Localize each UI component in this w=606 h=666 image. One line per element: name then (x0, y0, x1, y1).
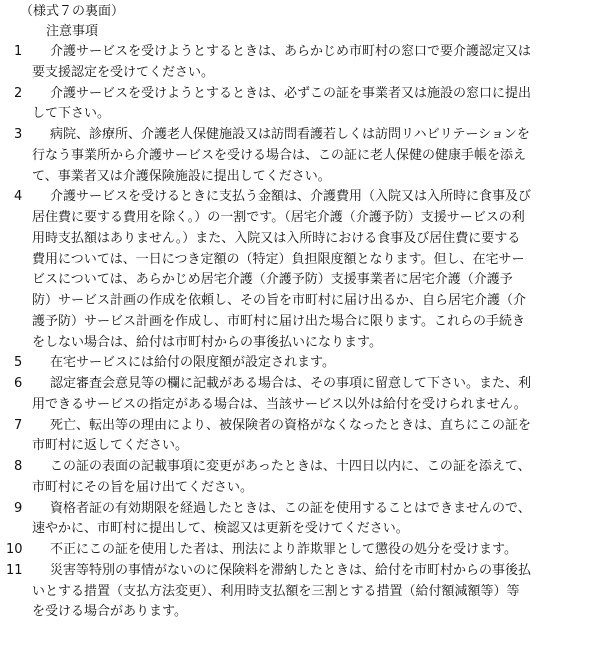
note-line (6, 187, 596, 208)
note-number: 3 (14, 127, 23, 142)
note-text: 在宅サービスには給付の限度額が設定されます。 (50, 355, 335, 371)
note-number: 9 (14, 500, 23, 516)
note-text: 速やかに、市町村に提出して、検認又は更新を受けてください。 (32, 521, 409, 537)
note-text: いとする措置（支払方法変更）、利用時支払額を三割とする措置（給付額減額等）等 (32, 583, 520, 599)
note-text: 市町村に返してください。 (32, 438, 189, 454)
notes-heading: 注意事項 (46, 24, 99, 39)
note-line (6, 561, 596, 582)
note-number: 1 (14, 44, 23, 59)
note-line (6, 519, 596, 540)
note-line (6, 312, 596, 333)
notes-list (6, 42, 596, 623)
note-text: を受ける場合があります。 (32, 604, 187, 620)
note-item (6, 416, 596, 458)
note-item (6, 42, 596, 84)
note-line (6, 499, 596, 520)
note-line (6, 229, 596, 250)
note-item (6, 353, 596, 374)
note-line (6, 540, 596, 561)
note-line (6, 104, 596, 125)
note-text: 行なう事業所から介護サービスを受ける場合は、この証に老人保健の健康手帳を添え (32, 147, 527, 163)
note-text: 不正にこの証を使用した者は、刑法により詐欺罪として懲役の処分を受けます。 (50, 542, 517, 557)
note-line (6, 602, 596, 623)
note-text: この証の表面の記載事項に変更があったときは、十四日以内に、この証を添えて、 (50, 459, 531, 474)
note-text: 認定審査会意見等の欄に記載がある場合は、その事項に留意して下さい。また、利 (50, 376, 532, 391)
note-text: して下さい。 (32, 106, 111, 122)
note-item (6, 187, 596, 353)
note-number: 11 (6, 562, 23, 578)
note-line (6, 374, 596, 395)
note-number: 2 (14, 85, 23, 101)
note-text: 災害等特別の事情がないのに保険料を滞納したときは、給付を市町村からの事後払 (50, 562, 532, 578)
note-text: 介護サービスを受けるときに支払う金額は、介護費用（入院又は入所時に食事及び (50, 189, 532, 205)
note-line (6, 63, 596, 84)
note-line (6, 167, 596, 188)
note-line (6, 42, 596, 63)
note-text: ビスについては、あらかじめ居宅介護（介護予防）支援事業者に居宅介護（介護予 (32, 272, 513, 288)
note-line (6, 208, 596, 229)
note-number: 6 (14, 376, 23, 391)
note-line (6, 353, 596, 374)
note-text: 防）サービス計画の作成を依頼し、その旨を市町村に届け出るか、自ら居宅介護（介 (32, 293, 527, 308)
note-text: をしない場合は、給付は市町村からの事後払いになります。 (32, 334, 382, 350)
note-text: 費用については、一日につき定額の（特定）負担限度額となります。但し、在宅サー (32, 251, 525, 267)
note-line (6, 84, 596, 105)
note-line (6, 125, 596, 146)
note-line (6, 582, 596, 603)
note-line (6, 457, 596, 478)
form-label: （様式７の裏面） (20, 4, 125, 19)
note-number: 7 (14, 417, 23, 433)
note-text: 病院、診療所、介護老人保健施設又は訪問看護若しくは訪問リハビリテーションを (50, 127, 530, 142)
note-line (6, 250, 596, 271)
note-item (6, 84, 596, 126)
note-text: 護予防）サービス計画を作成し、市町村に届け出た場合に限ります。これらの手続き (32, 313, 525, 329)
note-text: 居住費に要する費用を除く。）の一割です。（居宅介護（介護予防）支援サービスの利 (32, 210, 525, 225)
note-text: 市町村にその旨を届け出てください。 (32, 479, 254, 495)
note-item (6, 457, 596, 499)
note-number: 8 (14, 459, 23, 474)
note-text: 介護サービスを受けようとするときは、必ずこの証を事業者又は施設の窓口に提出 (50, 85, 532, 101)
note-text: 要支援認定を受けてください。 (32, 64, 215, 80)
note-line (6, 146, 596, 167)
note-item (6, 561, 596, 623)
note-item (6, 374, 596, 416)
note-line (6, 333, 596, 354)
note-line (6, 416, 596, 437)
note-number: 4 (14, 189, 23, 205)
note-text: 死亡、転出等の理由により、被保険者の資格がなくなったときは、直ちにこの証を (50, 417, 532, 433)
note-line (6, 395, 596, 416)
note-text: 用時支払額はありません。）また、入院又は入所時における食事及び居住費に要する (32, 230, 521, 246)
note-text: て、事業者又は介護保険施設に提出してください。 (32, 168, 331, 184)
note-text: 資格者証の有効期限を経過したときは、この証を使用することはできませんので、 (50, 500, 531, 516)
note-line (6, 270, 596, 291)
note-item (6, 540, 596, 561)
note-line (6, 478, 596, 499)
note-number: 10 (6, 542, 23, 557)
note-text: 用できるサービスの指定がある場合は、当該サービス以外は給付を受けられません。 (32, 396, 527, 412)
note-line (6, 291, 596, 312)
note-item (6, 125, 596, 187)
note-number: 5 (14, 355, 23, 371)
note-text: 介護サービスを受けようとするときは、あらかじめ市町村の窓口で要介護認定又は (50, 44, 532, 59)
note-line (6, 436, 596, 457)
note-item (6, 499, 596, 541)
